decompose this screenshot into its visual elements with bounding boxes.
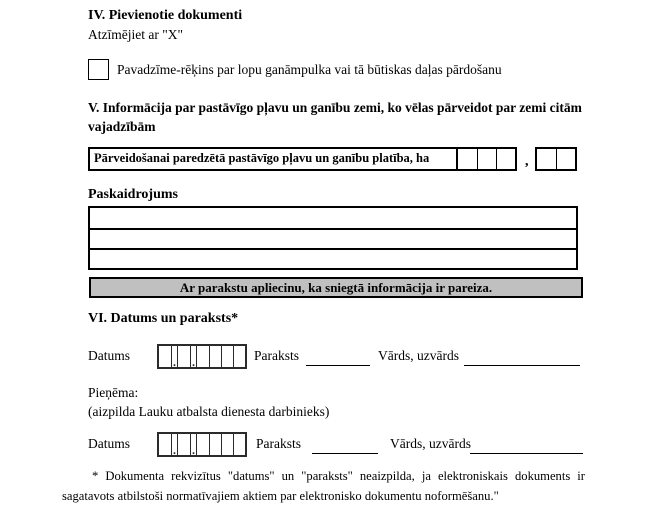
footnote: * Dokumenta rekvizītus "datums" un "paraksts" neaizpilda, ja elektroniskais dokuments ir sagatavots atbilstoši normatīvajiem aktiem par elektronisko dokumentu noformēšanu." xyxy=(62,469,585,503)
decimal-comma: , xyxy=(525,154,529,169)
mark-instruction: Atzīmējiet ar "X" xyxy=(88,27,183,42)
name-line[interactable] xyxy=(470,438,583,454)
date-cell[interactable] xyxy=(197,346,209,367)
explanation-table xyxy=(88,206,578,270)
date-input-boxes[interactable] xyxy=(157,344,247,369)
date-dot: . xyxy=(171,434,178,455)
attachment-checkbox[interactable] xyxy=(88,59,109,80)
signature-line[interactable] xyxy=(312,438,378,454)
area-digit-cell[interactable] xyxy=(477,149,496,169)
date-cell[interactable] xyxy=(159,434,171,455)
date-cell[interactable] xyxy=(233,346,245,367)
received-note: (aizpilda Lauku atbalsta dienesta darbinieks) xyxy=(88,404,330,419)
area-digit-cell[interactable] xyxy=(537,149,556,169)
date-cell[interactable] xyxy=(209,434,221,455)
date-cell[interactable] xyxy=(209,346,221,367)
date-dot: . xyxy=(190,434,197,455)
signature-line[interactable] xyxy=(306,350,370,366)
area-integer-cells[interactable] xyxy=(456,147,517,171)
date-label: Datums xyxy=(88,348,130,363)
area-row-label: Pārveidošanai paredzētā pastāvīgo pļavu un ganību platība, ha xyxy=(88,147,458,171)
section-v-title: V. Informācija par pastāvīgo pļavu un ganību zemi, ko vēlas pārveidot par zemi citām vajadzībām xyxy=(88,100,582,134)
signature-label: Paraksts xyxy=(254,348,299,363)
area-fraction-cells[interactable] xyxy=(535,147,577,171)
area-digit-cell[interactable] xyxy=(556,149,575,169)
date-cell[interactable] xyxy=(197,434,209,455)
date-cell[interactable] xyxy=(233,434,245,455)
name-label: Vārds, uzvārds xyxy=(390,436,471,451)
date-cell[interactable] xyxy=(221,434,233,455)
received-label: Pieņēma: xyxy=(88,385,139,400)
date-input-boxes[interactable] xyxy=(157,432,247,457)
date-cell[interactable] xyxy=(159,346,171,367)
date-cell[interactable] xyxy=(221,346,233,367)
name-line[interactable] xyxy=(464,350,580,366)
explanation-row[interactable] xyxy=(90,208,576,228)
explanation-label: Paskaidrojums xyxy=(88,187,178,202)
area-input-row xyxy=(88,147,577,171)
section-vi-title: VI. Datums un paraksts* xyxy=(88,311,239,326)
date-dot: . xyxy=(171,346,178,367)
attachment-checkbox-label: Pavadzīme-rēķins par lopu ganāmpulka vai tā būtiskas daļas pārdošanu xyxy=(117,62,502,77)
signature-label: Paraksts xyxy=(256,436,301,451)
declaration-bar: Ar parakstu apliecinu, ka sniegtā informācija ir pareiza. xyxy=(89,277,583,298)
date-label: Datums xyxy=(88,436,130,451)
date-dot: . xyxy=(190,346,197,367)
name-label: Vārds, uzvārds xyxy=(378,348,459,363)
explanation-row[interactable] xyxy=(90,248,576,268)
area-digit-cell[interactable] xyxy=(458,149,477,169)
date-cell[interactable] xyxy=(178,434,190,455)
area-digit-cell[interactable] xyxy=(496,149,515,169)
date-cell[interactable] xyxy=(178,346,190,367)
section-iv-title: IV. Pievienotie dokumenti xyxy=(88,8,243,23)
explanation-row[interactable] xyxy=(90,228,576,248)
